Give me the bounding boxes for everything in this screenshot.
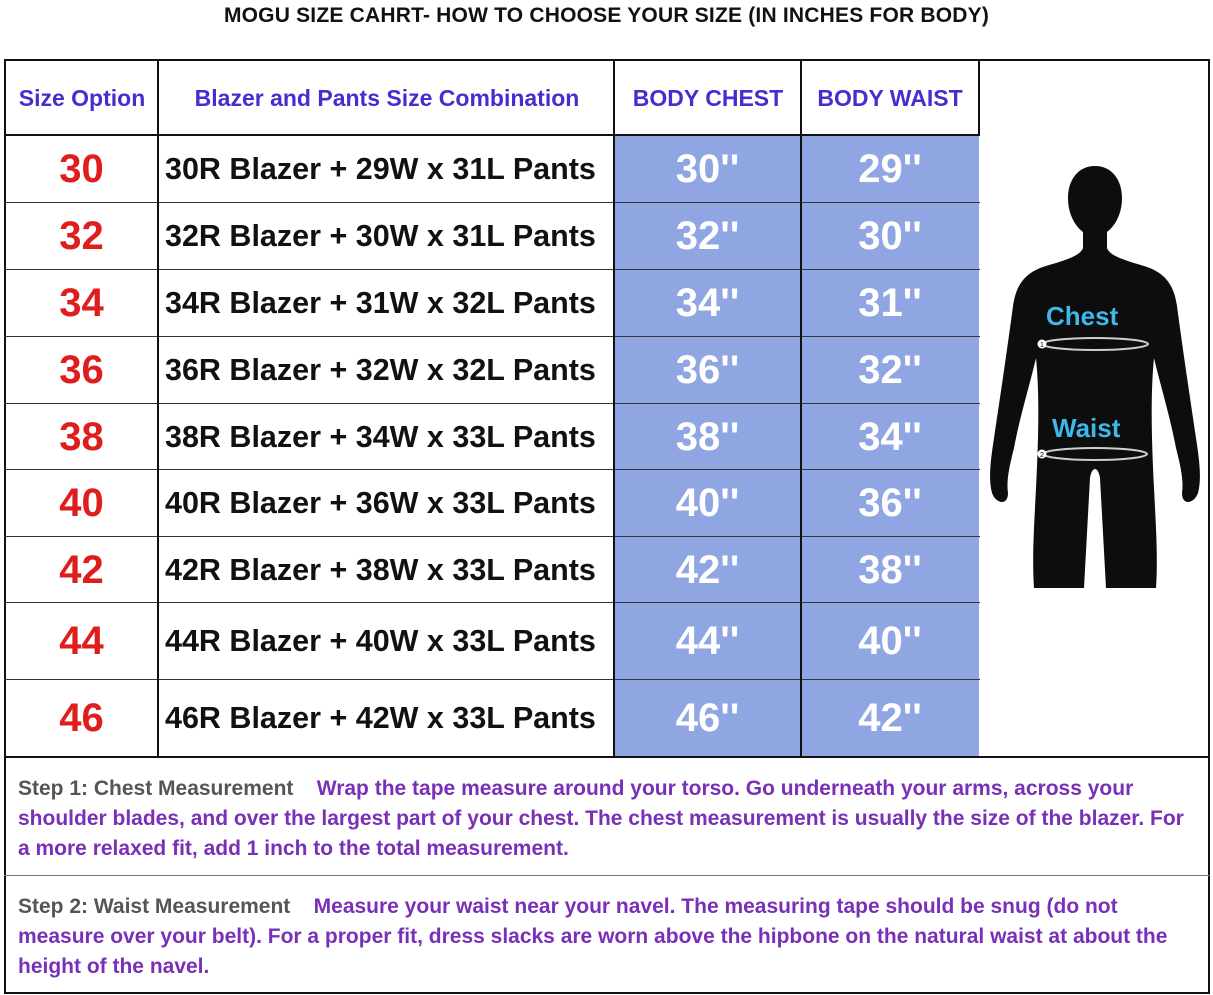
- silhouette-icon: [986, 148, 1204, 593]
- body-waist-cell: 38'': [802, 537, 978, 603]
- size-option-cell: 38: [59, 414, 104, 459]
- header-combination: Blazer and Pants Size Combination: [160, 61, 614, 135]
- waist-label: Waist: [1052, 413, 1121, 443]
- grid-vline-4: [978, 59, 980, 136]
- body-chest-cell: 42'': [615, 537, 800, 603]
- header-body-chest: BODY CHEST: [616, 61, 800, 135]
- combination-cell: 30R Blazer + 29W x 31L Pants: [165, 152, 596, 186]
- size-option-cell: 34: [59, 281, 104, 325]
- chest-marker: 1: [1040, 342, 1044, 349]
- step-1-text: Wrap the tape measure around your torso. Go underneath your arms, across your shoulder blades, and over the largest part of your chest. The chest measurement is usually the size of the blazer. For a more relaxed fit, add 1 inch to the total measurement.: [18, 777, 1184, 860]
- body-chest-cell: 46'': [615, 680, 800, 757]
- size-option-cell: 30: [59, 147, 104, 191]
- body-waist-cell: 40'': [802, 603, 978, 680]
- combination-cell: 42R Blazer + 38W x 33L Pants: [165, 552, 596, 587]
- step-1-label: Step 1: Chest Measurement: [18, 777, 294, 800]
- step-2-text: Measure your waist near your navel. The measuring tape should be snug (do not measure over your belt). For a proper fit, dress slacks are worn above the hipbone on the natural waist at about the height of the navel.: [18, 895, 1168, 978]
- combination-cell: 46R Blazer + 42W x 33L Pants: [165, 701, 596, 735]
- grid-vline-1: [157, 59, 159, 758]
- body-chest-cell: 40'': [615, 470, 800, 537]
- table-bottom-line: [4, 756, 1210, 758]
- body-waist-cell: 31'': [802, 270, 978, 337]
- step-2-waist: [18, 892, 1193, 982]
- size-option-cell: 32: [59, 214, 104, 258]
- size-option-cell: 36: [59, 348, 104, 392]
- body-waist-cell: 36'': [802, 470, 978, 537]
- combination-cell: 32R Blazer + 30W x 31L Pants: [165, 219, 596, 253]
- chart-title: MOGU SIZE CAHRT- HOW TO CHOOSE YOUR SIZE (IN INCHES FOR BODY): [223, 4, 990, 27]
- body-waist-cell: 29'': [802, 136, 978, 203]
- combination-cell: 38R Blazer + 34W x 33L Pants: [165, 419, 596, 454]
- combination-cell: 34R Blazer + 31W x 32L Pants: [165, 286, 596, 320]
- header-bottom-line: [4, 134, 980, 136]
- body-chest-cell: 32'': [615, 203, 800, 270]
- body-waist-cell: 32'': [802, 337, 978, 404]
- size-option-cell: 44: [59, 619, 104, 663]
- step-1-chest: [18, 774, 1193, 864]
- size-option-cell: 42: [59, 547, 104, 592]
- body-figure: [986, 148, 1204, 593]
- grid-vline-2: [613, 59, 615, 758]
- size-option-cell: 46: [59, 696, 104, 740]
- combination-cell: 44R Blazer + 40W x 33L Pants: [165, 624, 596, 658]
- body-waist-cell: 30'': [802, 203, 978, 270]
- body-chest-cell: 30'': [615, 136, 800, 203]
- steps-divider-line: [4, 875, 1210, 876]
- body-chest-cell: 36'': [615, 337, 800, 404]
- body-waist-cell: 42'': [802, 680, 978, 757]
- body-chest-cell: 44'': [615, 603, 800, 680]
- step-2-label: Step 2: Waist Measurement: [18, 895, 291, 918]
- size-option-cell: 40: [59, 481, 104, 525]
- grid-vline-3: [800, 59, 802, 758]
- header-body-waist: BODY WAIST: [802, 61, 978, 135]
- body-chest-cell: 38'': [615, 404, 800, 470]
- combination-cell: 36R Blazer + 32W x 32L Pants: [165, 353, 596, 387]
- body-waist-cell: 34'': [802, 404, 978, 470]
- waist-marker: 2: [1040, 452, 1044, 459]
- body-chest-cell: 34'': [615, 270, 800, 337]
- chest-label: Chest: [1046, 301, 1119, 331]
- header-size-option: Size Option: [6, 61, 158, 135]
- combination-cell: 40R Blazer + 36W x 33L Pants: [165, 486, 596, 520]
